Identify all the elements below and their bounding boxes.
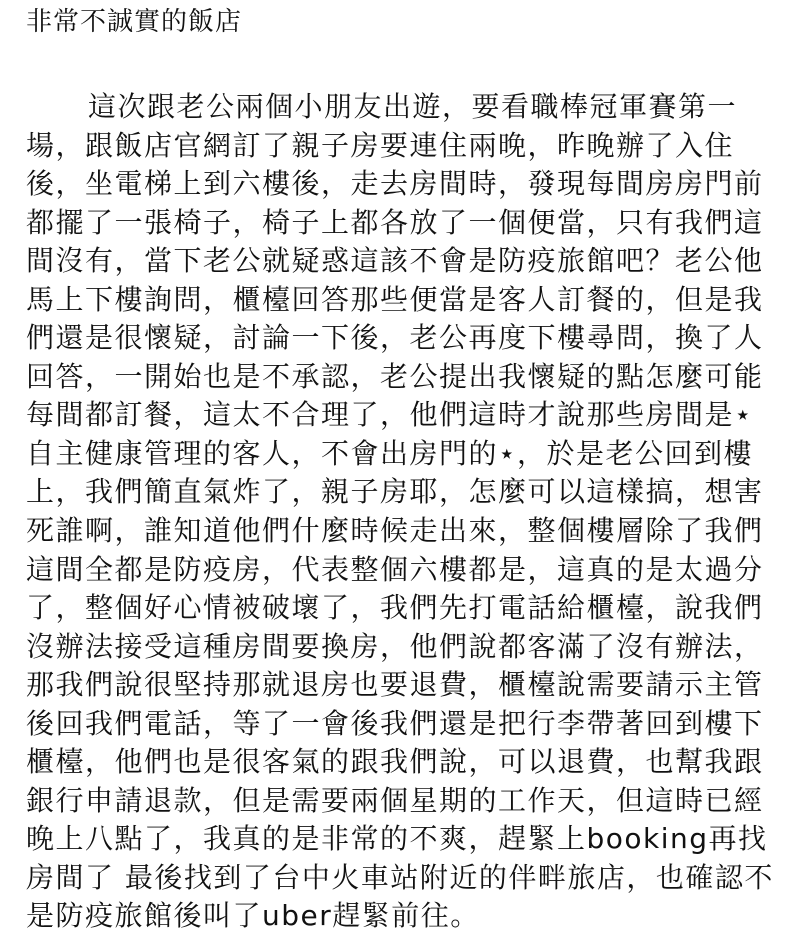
post-line: 那我們說很堅持那就退房也要退費，櫃檯說需要請示主管 bbox=[26, 668, 764, 702]
post-title: 非常不誠實的飯店 bbox=[26, 7, 243, 37]
post-line: 都擺了一張椅子，椅子上都各放了一個便當，只有我們這 bbox=[26, 205, 764, 239]
post-line: 馬上下樓詢問，櫃檯回答那些便當是客人訂餐的，但是我 bbox=[26, 282, 764, 316]
post-line: 是防疫旅館後叫了uber趕緊前往。 bbox=[26, 899, 480, 933]
post-line: 這次跟老公兩個小朋友出遊，要看職棒冠軍賽第一 bbox=[88, 90, 738, 123]
post-line: 櫃檯，他們也是很客氣的跟我們說，可以退費，也幫我跟 bbox=[26, 745, 764, 779]
post-body bbox=[26, 88, 796, 936]
post-line: 沒辦法接受這種房間要換房，他們說都客滿了沒有辦法， bbox=[26, 629, 764, 663]
post-line: 後，坐電梯上到六樓後，走去房間時，發現每間房房門前 bbox=[26, 167, 764, 201]
post-line: 上，我們簡直氣炸了，親子房耶，怎麼可以這樣搞，想害 bbox=[26, 475, 764, 509]
post-line: 每間都訂餐，這太不合理了，他們這時才說那些房間是⋆ bbox=[26, 398, 754, 432]
post-line: 銀行申請退款，但是需要兩個星期的工作天，但這時已經 bbox=[26, 783, 764, 817]
post-line: 死誰啊，誰知道他們什麼時候走出來，整個樓層除了我們 bbox=[26, 514, 764, 548]
post-line: 房間了 最後找到了台中火車站附近的伴畔旅店，也確認不 bbox=[26, 860, 774, 894]
post-line: 間沒有，當下老公就疑惑這該不會是防疫旅館吧？老公他 bbox=[26, 244, 764, 278]
post-line: 回答，一開始也是不承認，老公提出我懷疑的點怎麼可能 bbox=[26, 359, 764, 393]
post-line: 這間全都是防疫房，代表整個六樓都是，這真的是太過分 bbox=[26, 552, 764, 586]
post-line: 場，跟飯店官網訂了親子房要連住兩晚，昨晚辦了入住 bbox=[26, 128, 735, 162]
post-line: 後回我們電話，等了一會後我們還是把行李帶著回到樓下 bbox=[26, 706, 764, 740]
post-line: 了，整個好心情被破壞了，我們先打電話給櫃檯，說我們 bbox=[26, 591, 764, 625]
post-line: 們還是很懷疑，討論一下後，老公再度下樓尋問，換了人 bbox=[26, 321, 764, 355]
post-line: 自主健康管理的客人，不會出房門的⋆，於是老公回到樓 bbox=[26, 436, 754, 470]
post-line: 晚上八點了，我真的是非常的不爽，趕緊上booking再找 bbox=[26, 822, 768, 856]
